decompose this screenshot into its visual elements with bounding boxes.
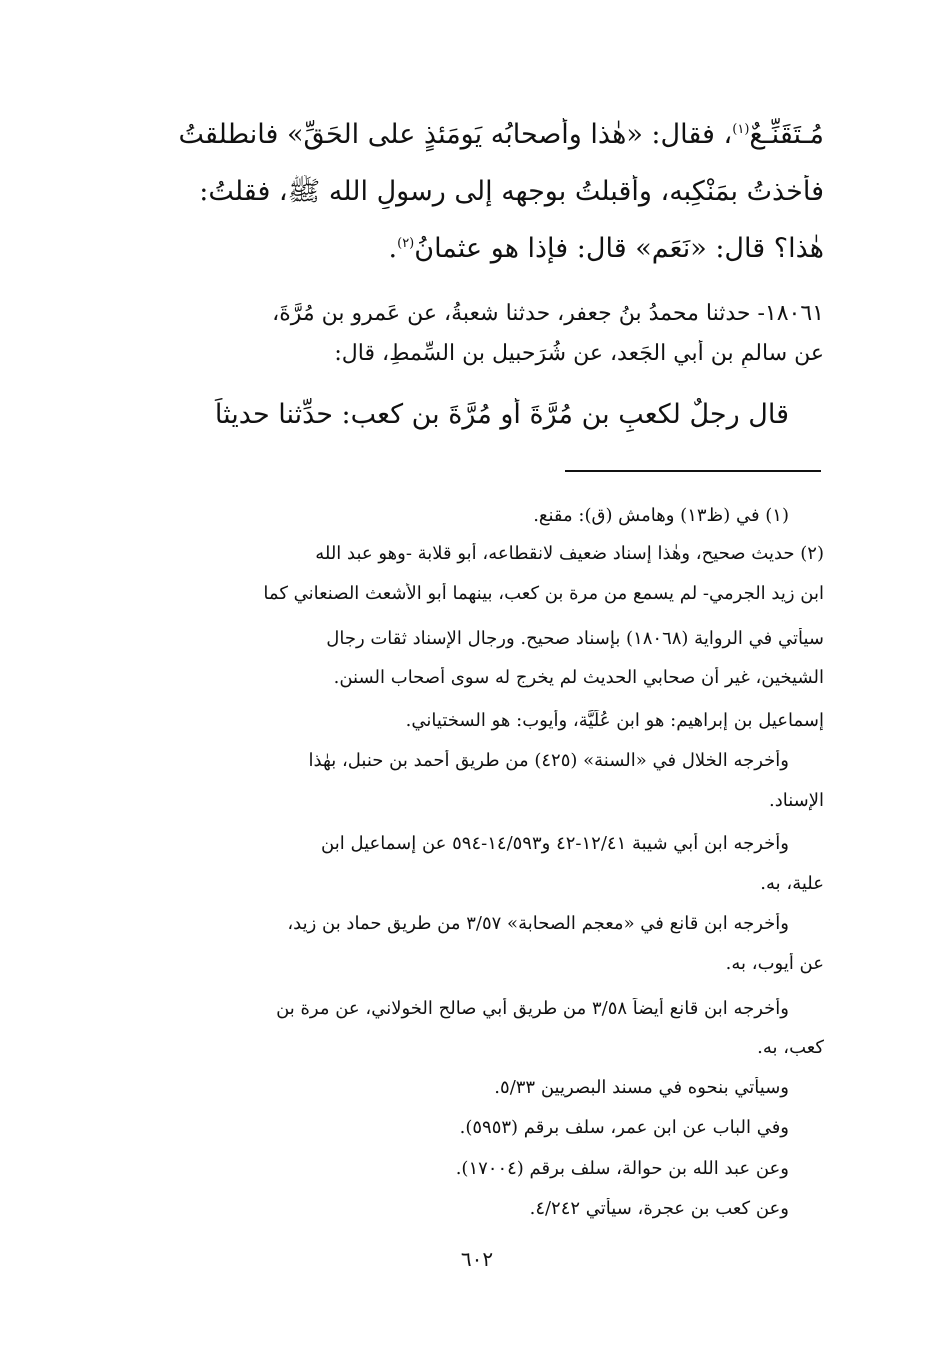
footnote-line: وسيأتي بنحوه في مسند البصريين ٥/٣٣.	[494, 1077, 789, 1098]
page-number: ٦٠٢	[460, 1247, 494, 1271]
footnote-line: وأخرجه الخلال في «السنة» (٤٢٥) من طريق أحمد بن حنبل، بهٰذا	[308, 750, 789, 771]
footnote-ref-1: (١)	[732, 122, 750, 137]
hadith-line-3: قال رجلٌ لكعبِ بن مُرَّةَ أَو مُرَّةَ بن كعب: حدِّثنا حديثاً	[214, 399, 789, 430]
footnote-line: (١) في (ظ١٣) وهامش (ق): مقنع.	[533, 505, 789, 526]
footnote-line: وأخرجه ابن أبي شيبة ١٢/٤١-٤٢ و١٤/٥٩٣-٥٩٤ عن إسماعيل ابن	[321, 833, 789, 854]
hadith-line-2: عن سالمِ بن أبي الجَعد، عن شُرَحبيل بن السِّمطِ، قال:	[334, 341, 824, 366]
footnote-line: وفي الباب عن ابن عمر، سلف برقم (٥٩٥٣).	[459, 1117, 789, 1138]
main-text-end: .	[388, 233, 398, 264]
hadith-line-1: ١٨٠٦١- حدثنا محمدُ بنُ جعفر، حدثنا شعبةُ، عن عَمرو بن مُرَّةَ،	[272, 301, 824, 326]
footnote-line: وأخرجه ابن قانع في «معجم الصحابة» ٣/٥٧ من طريق حماد بن زيد،	[287, 913, 789, 934]
footnote-line: كعب، به.	[757, 1037, 824, 1058]
footnote-line: (٢) حديث صحيح، وهٰذا إسناد ضعيف لانقطاعه، أبو قلابة -وهو عبد الله	[315, 543, 824, 564]
main-text-line-2: فأخذتُ بمَنْكِبه، وأَقبلتُ بوجهه إلى رسولِ الله ﷺ، فقلتُ:	[199, 176, 824, 207]
main-text-line-3	[104, 232, 824, 266]
footnote-line: ابن زيد الجرمي- لم يسمع من مرة بن كعب، بينهما أبو الأشعث الصنعاني كما	[263, 583, 824, 604]
main-text-segment: هٰذا؟ قال: «نَعَم» قال: فإذا هو عثمانُ	[414, 233, 824, 264]
footnote-line: إسماعيل بن إبراهيم: هو ابن عُلَيَّة، وأيوب: هو السختياني.	[405, 710, 824, 731]
footnote-line: وعن عبد الله بن حوالة، سلف برقم (١٧٠٠٤).	[455, 1158, 789, 1179]
footnote-line: عن أيوب، به.	[725, 953, 824, 974]
footnote-line: الإسناد.	[768, 790, 824, 811]
footnote-line: الشيخين، غير أن صحابي الحديث لم يخرج له سوى أصحاب السنن.	[333, 667, 824, 688]
main-text-line-1	[104, 118, 824, 152]
footnote-line: وعن كعب بن عجرة، سيأتي ٤/٢٤٢.	[529, 1198, 789, 1219]
main-text-rest: ، فقال: «هٰذا وأَصحابُه يَومَئذٍ على الحَقِّ» فانطلقتُ	[178, 119, 733, 150]
footnote-line: علية، به.	[760, 873, 824, 894]
footnote-divider	[565, 470, 821, 472]
footnote-line: وأخرجه ابن قانع أيضاً ٣/٥٨ من طريق أبي صالح الخولاني، عن مرة بن	[276, 998, 789, 1019]
main-text-word: مُـتَقَنِّـعٌ	[749, 119, 824, 150]
footnote-line: سيأتي في الرواية (١٨٠٦٨) بإسناد صحيح. ورجال الإسناد ثقات رجال	[326, 628, 824, 649]
footnote-ref-2: (٢)	[397, 236, 415, 251]
